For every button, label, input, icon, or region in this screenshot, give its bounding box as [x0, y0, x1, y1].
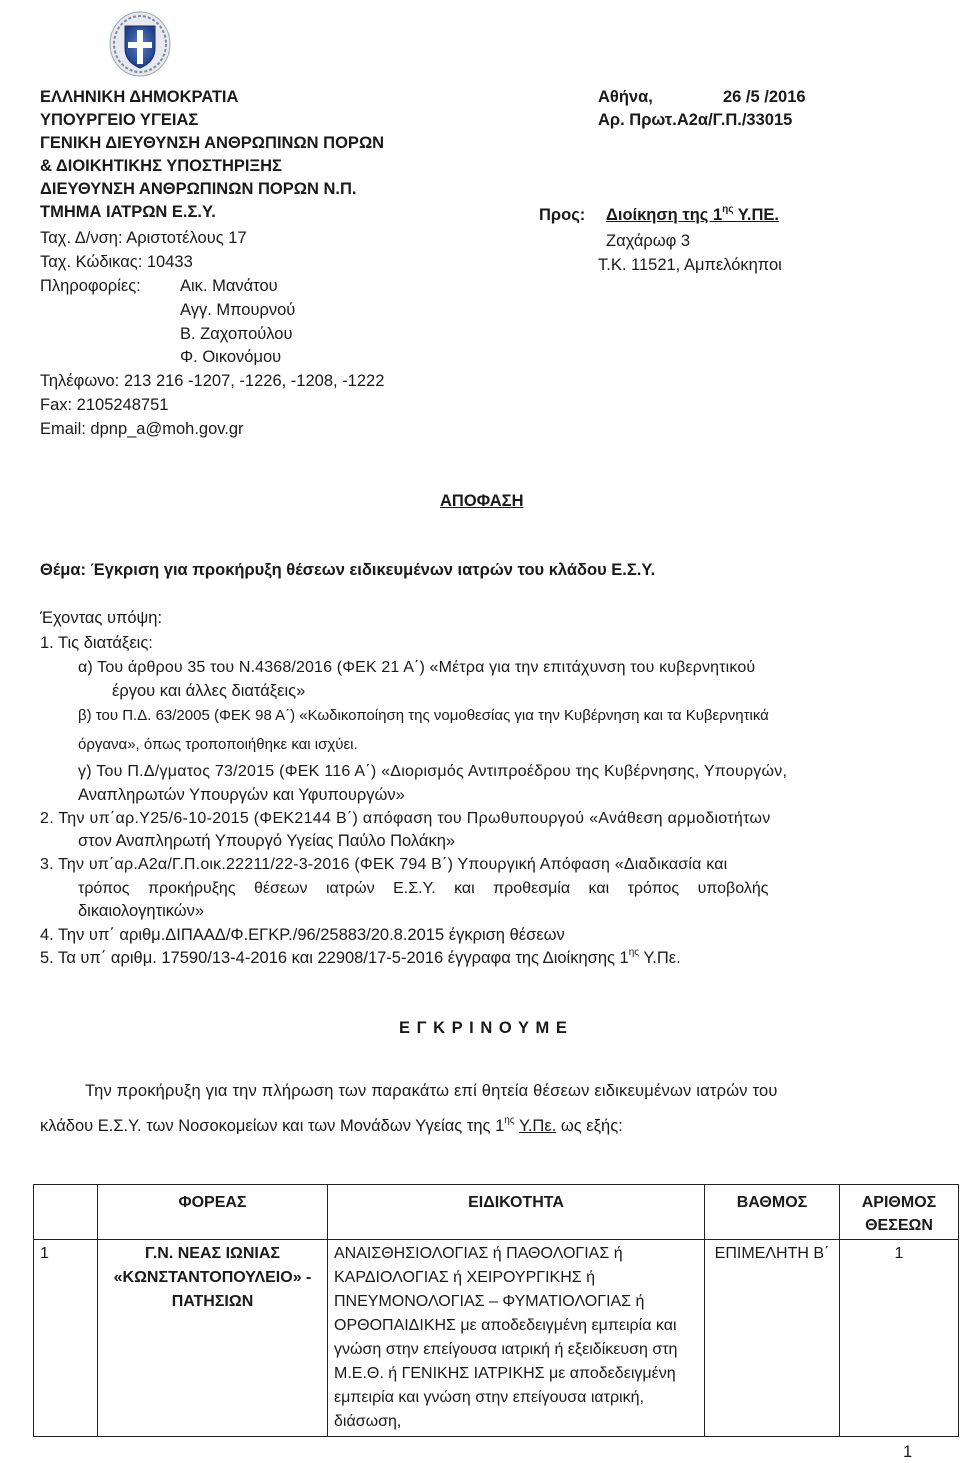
page-number: 1: [903, 1443, 913, 1461]
list-item: έργου και άλλες διατάξεις»: [112, 682, 306, 700]
subject: Θέμα: Έγκριση για προκήρυξη θέσεων ειδικευμένων ιατρών του κλάδου Ε.Σ.Υ.: [40, 561, 656, 579]
greek-emblem-seal-icon: [107, 6, 173, 78]
organization: Γ.Ν. ΝΕΑΣ ΙΩΝΙΑΣ «ΚΩΝΣΤΑΝΤΟΠΟΥΛΕΙΟ» - ΠΑΤΗΣΙΩΝ: [98, 1240, 328, 1437]
list-item: Αναπληρωτών Υπουργών και Υφυπουργών»: [78, 786, 405, 804]
list-item: δικαιολογητικών»: [78, 902, 205, 920]
item-5-end: Υ.Πε.: [643, 949, 681, 967]
recipient-text: Διοίκηση της 1: [606, 206, 723, 224]
issuer-line: ΥΠΟΥΡΓΕΙΟ ΥΓΕΙΑΣ: [40, 111, 199, 129]
list-item: γ) Του Π.Δ/γματος 73/2015 (ΦΕΚ 116 Α΄) «Διορισμός Αντιπροέδρου της Κυβέρνησης, Υπουργών,: [78, 763, 788, 780]
rank: ΕΠΙΜΕΛΗΤΗ Β΄: [705, 1240, 840, 1437]
list-item: τρόπος προκήρυξης θέσεων ιατρών Ε.Σ.Υ. και προθεσμία και τρόπος υποβολής: [78, 880, 769, 897]
list-item: όργανα», όπως τροποποιήθηκε και ισχύει.: [78, 736, 358, 753]
to-label: Προς:: [539, 206, 586, 224]
issuer-line: & ΔΙΟΙΚΗΤΙΚΗΣ ΥΠΟΣΤΗΡΙΞΗΣ: [40, 157, 282, 175]
list-item: 1. Τις διατάξεις:: [40, 634, 153, 652]
city: Αθήνα,: [598, 88, 653, 106]
list-item: α) Του άρθρου 35 του Ν.4368/2016 (ΦΕΚ 21 Α΄) «Μέτρα για την επιτάχυνση του κυβερνητικού: [78, 659, 756, 676]
postcode: Ταχ. Κώδικας: 10433: [40, 253, 193, 271]
paragraph-sup: ης: [504, 1115, 515, 1126]
recipient-end: Υ.ΠΕ.: [737, 206, 780, 224]
list-item: 2. Την υπ΄αρ.Υ25/6-10-2015 (ΦΕΚ2144 Β΄) απόφαση του Πρωθυπουργού «Ανάθεση αρμοδιοτήτων: [40, 810, 771, 827]
table-row: [34, 1240, 959, 1437]
paragraph-region: Υ.Πε.: [518, 1117, 557, 1135]
issuer-line: ΔΙΕΥΘΥΝΣΗ ΑΝΘΡΩΠΙΝΩΝ ΠΟΡΩΝ Ν.Π.: [40, 180, 357, 198]
row-number: 1: [34, 1240, 98, 1437]
issuer-line: ΓΕΝΙΚΗ ΔΙΕΥΘΥΝΣΗ ΑΝΘΡΩΠΙΝΩΝ ΠΟΡΩΝ: [40, 134, 385, 152]
header-cell: [34, 1185, 98, 1240]
protocol-number: Αρ. Πρωτ.Α2α/Γ.Π./33015: [598, 111, 793, 129]
header-cell: ΒΑΘΜΟΣ: [705, 1185, 840, 1240]
recipient-city: Τ.Κ. 11521, Αμπελόκηποι: [598, 256, 782, 274]
approve-heading: Ε Γ Κ Ρ Ι Ν Ο Υ Μ Ε: [399, 1019, 568, 1037]
date: 26 /5 /2016: [723, 88, 806, 106]
table-header-row: [34, 1185, 959, 1240]
recipient-sup: ης: [722, 204, 734, 215]
fax: Fax: 2105248751: [40, 396, 169, 414]
phone: Τηλέφωνο: 213 216 -1207, -1226, -1208, -1222: [40, 372, 385, 390]
list-item: στον Αναπληρωτή Υπουργό Υγείας Παύλο Πολάκη»: [78, 832, 456, 850]
position-count: 1: [840, 1240, 959, 1437]
info-label: Πληροφορίες:: [40, 277, 141, 295]
paragraph-line: Την προκήρυξη για την πλήρωση των παρακάτω επί θητεία θέσεων ειδικευμένων ιατρών του: [85, 1082, 778, 1100]
item-5-text: 5. Τα υπ΄ αριθμ. 17590/13-4-2016 και 22908/17-5-2016 έγγραφα της Διοίκησης 1: [40, 949, 629, 967]
considering-label: Έχοντας υπόψη:: [40, 609, 163, 627]
recipient: [606, 206, 779, 225]
specialty: ΑΝΑΙΣΘΗΣΙΟΛΟΓΙΑΣ ή ΠΑΘΟΛΟΓΙΑΣ ή ΚΑΡΔΙΟΛΟΓΙΑΣ ή ΧΕΙΡΟΥΡΓΙΚΗΣ ή ΠΝΕΥΜΟΝΟΛΟΓΙΑΣ – ΦΥΜΑΤΙΟΛΟΓΙΑΣ ή ΟΡΘΟΠΑΙΔΙΚΗΣ με αποδεδειγμένη εμπειρία και γνώση στην επείγουσα ιατρική ή εξειδίκευση στη Μ.Ε.Θ. ή ΓΕΝΙΚΗΣ ΙΑΤΡΙΚΗΣ με αποδεδειγμένη εμπειρία και γνώση στην επείγουσα ιατρική, διάσωση,: [328, 1240, 705, 1437]
contact-name: Αγγ. Μπουρνού: [180, 301, 296, 319]
issuer-line: ΕΛΛΗΝΙΚΗ ΔΗΜΟΚΡΑΤΙΑ: [40, 88, 239, 106]
document-title: ΑΠΟΦΑΣΗ: [440, 492, 524, 510]
paragraph-line: [40, 1115, 623, 1138]
list-item: [40, 947, 681, 970]
email: Email: dpnp_a@moh.gov.gr: [40, 420, 244, 438]
address: Ταχ. Δ/νση: Αριστοτέλους 17: [40, 229, 247, 247]
list-item: 3. Την υπ΄αρ.Α2α/Γ.Π.οικ.22211/22-3-2016 (ΦΕΚ 794 Β΄) Υπουργική Απόφαση «Διαδικασία και: [40, 856, 728, 873]
paragraph-text-end: ως εξής:: [560, 1117, 623, 1135]
list-item: β) του Π.Δ. 63/2005 (ΦΕΚ 98 Α΄) «Κωδικοποίηση της νομοθεσίας για την Κυβέρνηση και τα Κυβερνητικά: [78, 707, 769, 724]
header-cell: ΕΙΔΙΚΟΤΗΤΑ: [328, 1185, 705, 1240]
positions-table: [33, 1184, 959, 1437]
list-item: 4. Την υπ΄ αριθμ.ΔΙΠΑΑΔ/Φ.ΕΓΚΡ./96/25883/20.8.2015 έγκριση θέσεων: [40, 926, 565, 944]
item-5-sup: ης: [628, 947, 640, 958]
recipient-street: Ζαχάρωφ 3: [606, 232, 691, 250]
contact-name: Φ. Οικονόμου: [180, 348, 282, 366]
contact-name: Β. Ζαχοπούλου: [180, 325, 293, 343]
header-cell: ΦΟΡΕΑΣ: [98, 1185, 328, 1240]
paragraph-text: κλάδου Ε.Σ.Υ. των Νοσοκομείων και των Μονάδων Υγείας της 1: [40, 1117, 505, 1135]
header-cell: ΑΡΙΘΜΟΣ ΘΕΣΕΩΝ: [840, 1185, 959, 1240]
contact-name: Αικ. Μανάτου: [180, 277, 278, 295]
issuer-line: ΤΜΗΜΑ ΙΑΤΡΩΝ Ε.Σ.Υ.: [40, 203, 216, 221]
